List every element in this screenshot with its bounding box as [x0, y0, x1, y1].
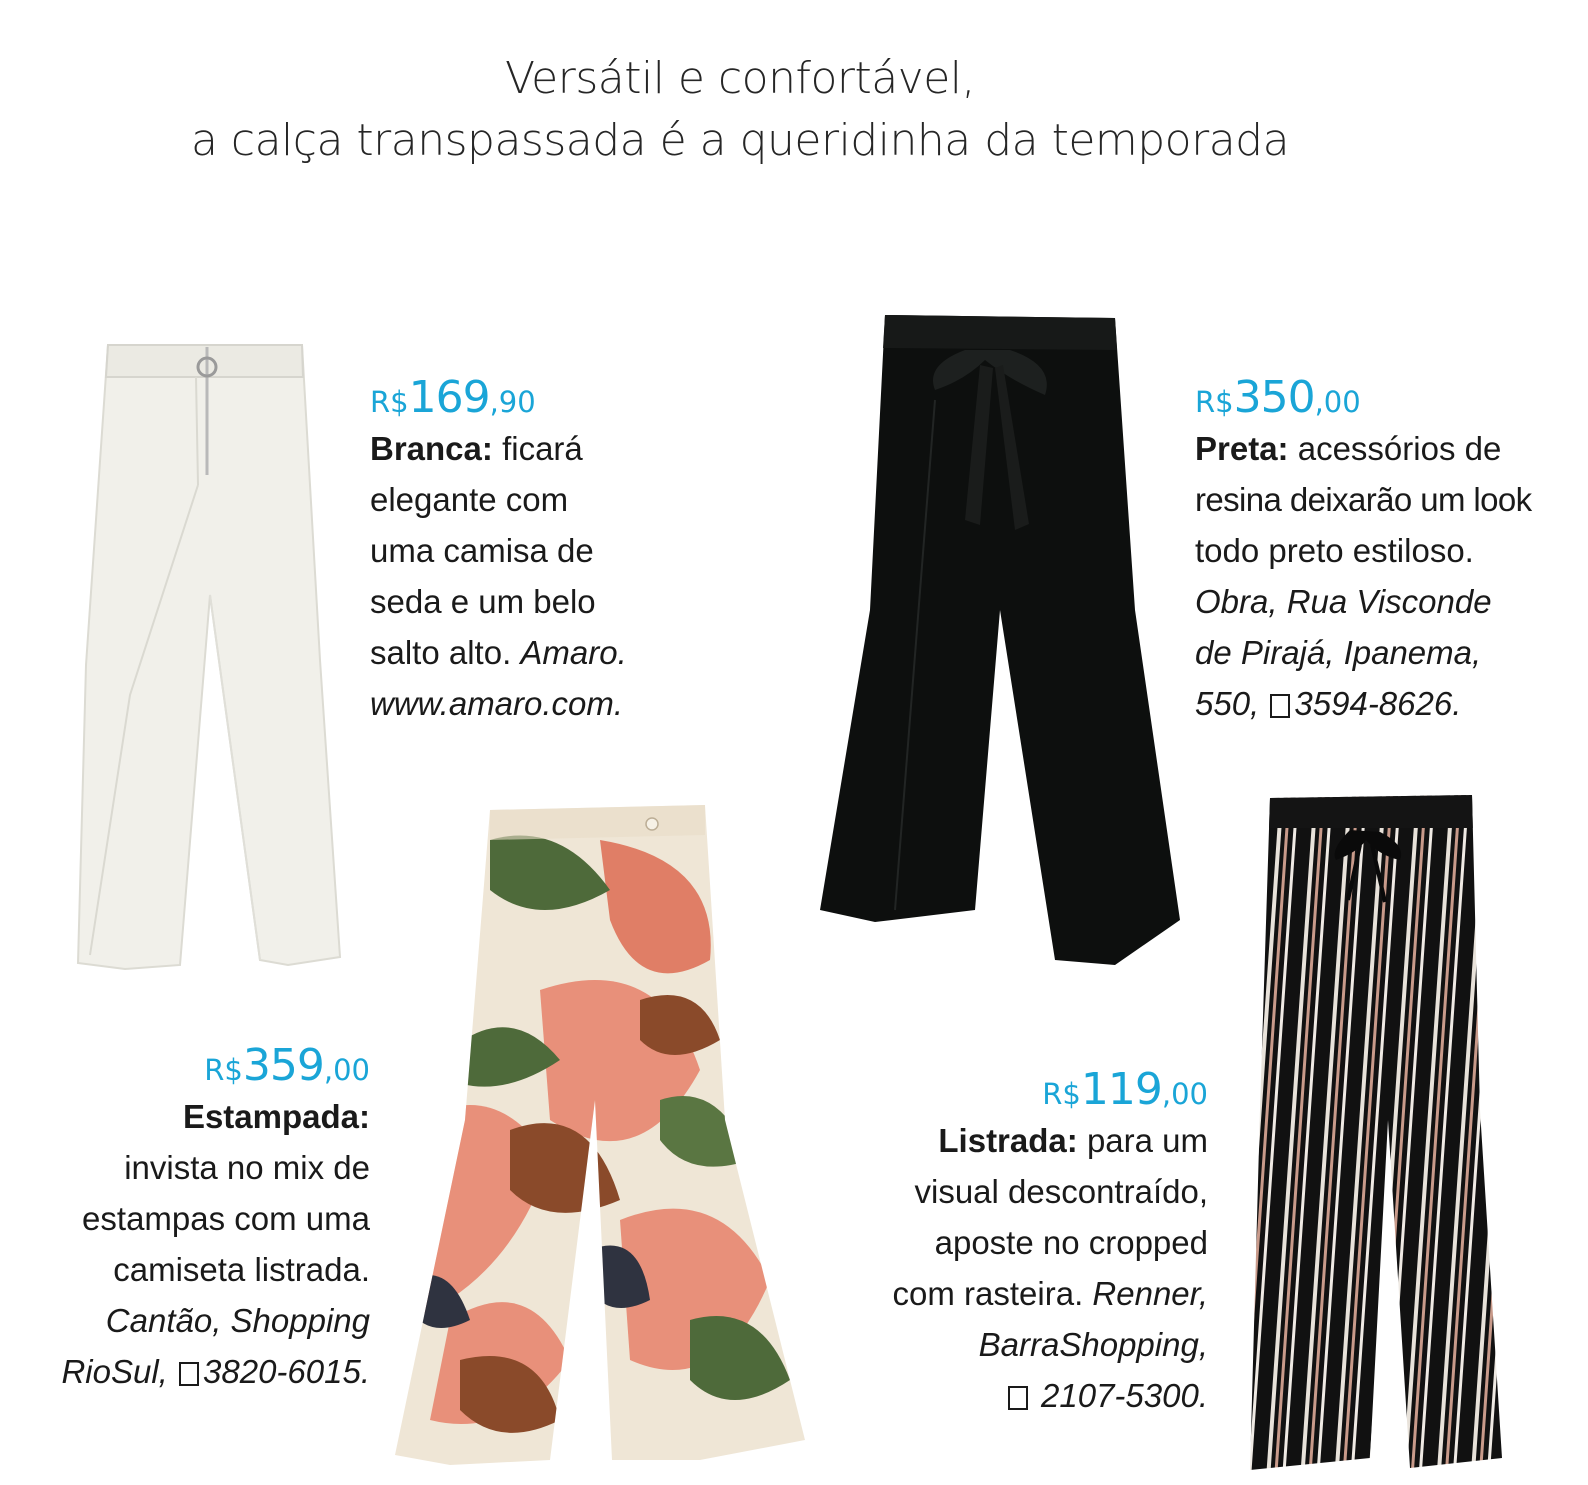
- branca-description: [370, 423, 627, 729]
- branca-url: www.amaro.com.: [370, 685, 624, 722]
- preta-price-integer: 350: [1233, 372, 1315, 423]
- branca-line-2: elegante com: [370, 481, 569, 518]
- estampada-description: [61, 1091, 370, 1397]
- preta-line-2: resina deixarão um look: [1195, 481, 1532, 518]
- headline-line-1: Versátil e confortável,: [504, 53, 975, 104]
- branca-price-integer: 169: [408, 372, 490, 423]
- headline: [0, 48, 1480, 172]
- preta-line-3: todo preto estiloso.: [1195, 532, 1474, 569]
- listrada-description: [893, 1115, 1208, 1421]
- estampada-price-integer: 359: [242, 1040, 324, 1091]
- listrada-price-currency: R$: [1042, 1077, 1081, 1111]
- listrada-price-integer: 119: [1080, 1064, 1162, 1115]
- branca-price: [370, 372, 627, 423]
- printed-wrap-pants-image: [390, 800, 810, 1470]
- branca-name: Branca:: [370, 430, 493, 467]
- estampada-caption: [61, 1040, 370, 1397]
- striped-wrap-pants-image: [1240, 790, 1510, 1480]
- listrada-price: [893, 1064, 1208, 1115]
- branca-line-4: seda e um belo: [370, 583, 596, 620]
- estampada-price-currency: R$: [204, 1053, 243, 1087]
- preta-line-1: acessórios de: [1297, 430, 1502, 467]
- white-wrap-pants-image: [70, 335, 350, 975]
- phone-icon: [179, 1362, 199, 1386]
- listrada-price-decimal: ,00: [1161, 1077, 1208, 1111]
- listrada-phone: 2107-5300.: [1041, 1377, 1208, 1414]
- preta-line-4: Obra, Rua Visconde: [1195, 583, 1492, 620]
- preta-price-currency: R$: [1195, 385, 1234, 419]
- listrada-line-5: BarraShopping,: [978, 1326, 1208, 1363]
- estampada-name: Estampada:: [182, 1098, 370, 1135]
- branca-line-5: salto alto.: [370, 634, 512, 671]
- estampada-line-3: camiseta listrada.: [113, 1251, 370, 1288]
- listrada-name: Listrada:: [938, 1122, 1078, 1159]
- estampada-line-1: invista no mix de: [124, 1149, 370, 1186]
- branca-line-1: ficará: [502, 430, 583, 467]
- estampada-line-4: Cantão, Shopping: [105, 1302, 370, 1339]
- preta-price-decimal: ,00: [1314, 385, 1361, 419]
- phone-icon: [1008, 1386, 1028, 1410]
- listrada-store: Renner,: [1092, 1275, 1208, 1312]
- listrada-line-2: visual descontraído,: [914, 1173, 1208, 1210]
- branca-caption: [370, 372, 627, 729]
- estampada-price: [61, 1040, 370, 1091]
- estampada-price-decimal: ,00: [323, 1053, 370, 1087]
- estampada-line-2: estampas com uma: [82, 1200, 370, 1237]
- branca-price-currency: R$: [370, 385, 409, 419]
- listrada-line-3: aposte no cropped: [934, 1224, 1208, 1261]
- phone-icon: [1270, 694, 1290, 718]
- listrada-line-4: com rasteira.: [892, 1275, 1084, 1312]
- listrada-line-1: para um: [1086, 1122, 1208, 1159]
- preta-caption: [1195, 372, 1532, 729]
- branca-line-3: uma camisa de: [370, 532, 594, 569]
- preta-name: Preta:: [1195, 430, 1289, 467]
- listrada-caption: [893, 1064, 1208, 1421]
- preta-line-5: de Pirajá, Ipanema,: [1195, 634, 1482, 671]
- preta-phone: 3594-8626.: [1294, 685, 1462, 722]
- preta-price: [1195, 372, 1532, 423]
- branca-store: Amaro.: [520, 634, 627, 671]
- preta-line-6: 550,: [1195, 685, 1260, 722]
- branca-price-decimal: ,90: [489, 385, 536, 419]
- estampada-phone: 3820-6015.: [203, 1353, 370, 1390]
- preta-description: [1195, 423, 1532, 729]
- headline-line-2: a calça transpassada é a queridinha da temporada: [190, 115, 1290, 166]
- black-wrap-pants-image: [815, 310, 1185, 970]
- estampada-line-5: RioSul,: [61, 1353, 168, 1390]
